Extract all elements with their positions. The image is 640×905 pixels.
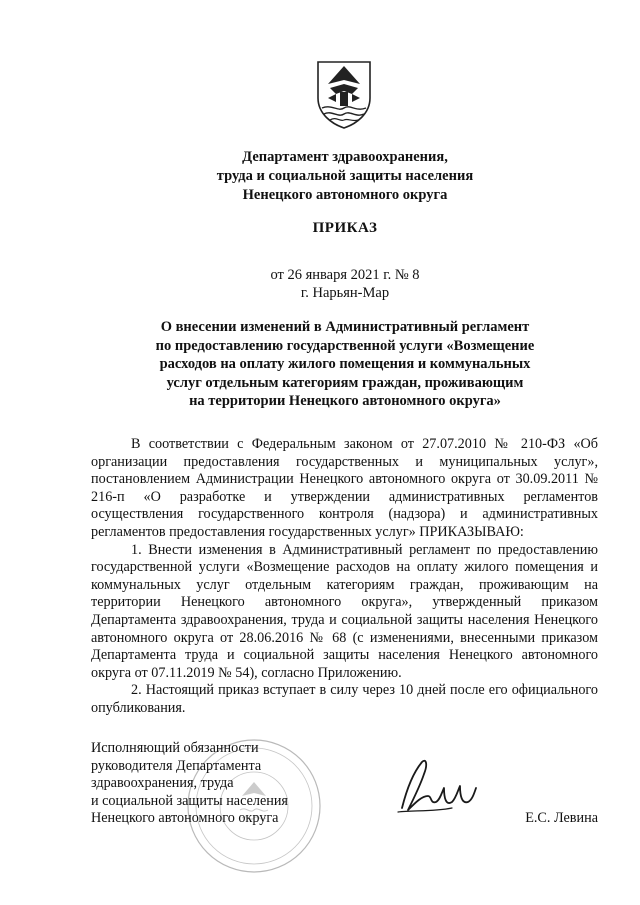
department-line: Департамент здравоохранения, [242, 149, 448, 165]
subject-line: О внесении изменений в Административный регламент [160, 319, 530, 335]
signatory-position [91, 740, 288, 828]
order-city: г. Нарьян-Мар [300, 285, 390, 301]
order-body [91, 436, 598, 718]
signatory-line: Исполняющий обязанности [91, 740, 259, 756]
signatory-line: Ненецкого автономного округа [91, 810, 279, 827]
department-line: труда и социальной защиты населения [216, 168, 474, 184]
subject-line: по предоставлению государственной услуги «Возмещение [155, 337, 535, 354]
signatory-line: руководителя Департамента [91, 757, 262, 774]
signatory-line: и социальной защиты населения [91, 792, 288, 809]
item-1-paragraph: 1. Внести изменения в Административный регламент по предоставлению государственной услуги «Возмещение расходов на оплату жилого помещения и коммунальных услуг отдельным категориям граждан, проживающим на территории Ненецкого автономного округа», утвержденный приказом Департамента здравоохранения, труда и социальной защиты населения Ненецкого автономного округа от 28.06.2016 № 68 (с изменениями, внесенными приказом Департамента труда и социальной защиты населения Ненецкого автономного округа от 07.11.2019 № 54), согласно Приложению. [91, 541, 598, 681]
preamble-paragraph: В соответствии с Федеральным законом от 27.07.2010 № 210-ФЗ «Об организации предоставления государственных и муниципальных услуг», постановлением Администрации Ненецкого автономного округа от 30.09.2011 № 216-п «О разработке и утверждении административных регламентов осуществления государственного контроля (надзора) и административных регламентов предоставления государственных услуг» ПРИКАЗЫВАЮ: [91, 436, 598, 540]
subject-line: услуг отдельным категориям граждан, проживающим [166, 374, 524, 391]
department-name [80, 148, 610, 205]
coat-of-arms-icon [314, 58, 374, 130]
signatory-name: Е.С. Левина [525, 810, 598, 826]
subject-line: расходов на оплату жилого помещения и коммунальных [159, 356, 531, 372]
order-date-block [80, 266, 610, 302]
order-title: ПРИКАЗ [312, 220, 378, 236]
handwritten-signature [392, 752, 488, 820]
order-subject [110, 318, 580, 411]
item-2-paragraph: 2. Настоящий приказ вступает в силу через 10 дней после его официального опубликования. [91, 682, 598, 716]
subject-line: на территории Ненецкого автономного округа» [189, 393, 501, 409]
order-date-number: от 26 января 2021 г. № 8 [270, 267, 420, 283]
signatory-line: здравоохранения, труда [91, 775, 234, 792]
department-line: Ненецкого автономного округа [242, 187, 448, 203]
